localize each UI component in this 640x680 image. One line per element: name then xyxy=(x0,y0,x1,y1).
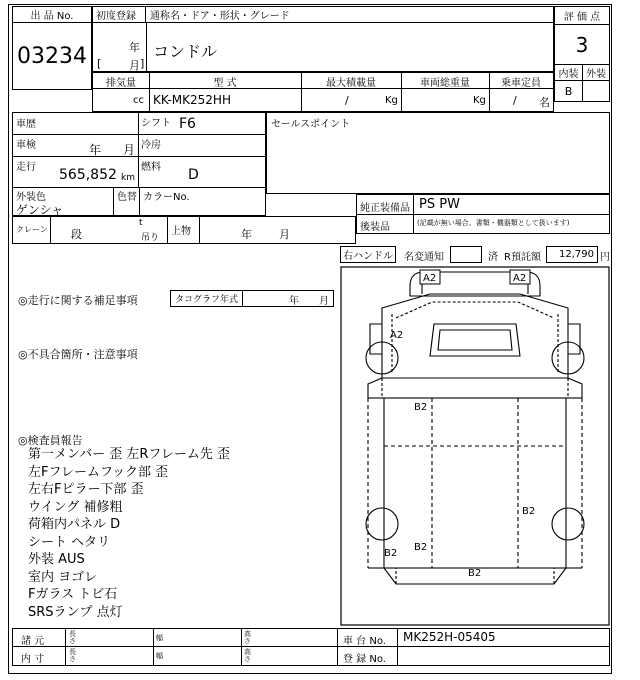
chassis-label: 車 台 No. xyxy=(343,636,386,647)
divider xyxy=(167,217,168,243)
recycle-value-box xyxy=(546,246,598,263)
model-label: 型 式 xyxy=(213,77,237,89)
name-change-box xyxy=(450,246,482,263)
lot-box xyxy=(12,6,92,90)
fuel-label: 燃料 xyxy=(141,162,161,173)
exterior-label: 外装 xyxy=(583,65,609,81)
damage-mark: B2 xyxy=(468,568,482,579)
yen-unit: 円 xyxy=(600,252,610,263)
inspection-month: 月 xyxy=(123,143,136,157)
inspector-report xyxy=(28,446,230,621)
inspection-year: 年 xyxy=(89,143,102,157)
report-line: SRSランプ 点灯 xyxy=(28,604,123,620)
report-line: 左右Fピラー下部 歪 xyxy=(28,482,144,497)
first-reg-label: 初度登録 xyxy=(93,7,146,22)
length-label: 長さ xyxy=(69,630,76,645)
title-label: 通称名・ドア・形状・グレード xyxy=(150,11,290,22)
width-label: 幅 xyxy=(156,652,163,660)
car-name: コンドル xyxy=(153,42,218,61)
interior-dims-label: 内 寸 xyxy=(21,654,45,665)
capacity-label: 乗車定員 xyxy=(501,77,541,89)
report-line: 左Fフレームフック部 歪 xyxy=(28,464,169,480)
defects-label: ◎不具合箇所・注意事項 xyxy=(18,348,138,361)
divider xyxy=(241,629,242,665)
tachograph-month: 月 xyxy=(319,296,329,307)
top-month: 月 xyxy=(279,228,290,241)
chassis-value: MK252H-05405 xyxy=(403,630,496,644)
inspection-label: 車検 xyxy=(16,140,36,151)
divider xyxy=(199,217,200,243)
rating-label: 評 価 点 xyxy=(555,7,609,25)
report-line: 第一メンバー 歪 左Rフレーム先 歪 xyxy=(28,447,230,462)
selling-points-box xyxy=(266,112,610,194)
crane-row xyxy=(12,216,356,244)
truck-diagram xyxy=(340,266,610,626)
load-slash: / xyxy=(345,94,349,107)
length-label: 長さ xyxy=(69,648,76,663)
report-line: Fガラス トビ石 xyxy=(28,587,118,602)
mileage-unit: km xyxy=(121,173,135,183)
recycle-deposit-label: 済 xyxy=(488,252,498,263)
supplement-label: ◎走行に関する補足事項 xyxy=(18,294,138,307)
top-year: 年 xyxy=(241,228,252,241)
aftermarket-note: (記載が無い場合、書類・機器類として扱います) xyxy=(417,219,570,227)
displacement-label: 排気量 xyxy=(106,77,136,89)
rating-value: 3 xyxy=(555,25,609,65)
lot-number: 03234 xyxy=(17,43,87,69)
damage-mark: B2 xyxy=(384,548,398,559)
load-kg: Kg xyxy=(385,95,398,106)
crane-label: クレーン xyxy=(16,225,48,234)
tachograph-year: 年 xyxy=(289,296,299,307)
divider xyxy=(153,629,154,665)
footer-table xyxy=(12,628,610,666)
shift-value: F6 xyxy=(179,116,196,132)
name-change-label: 名変通知 xyxy=(404,252,444,263)
mileage-label: 走行 xyxy=(16,162,36,173)
report-line: 外装 AUS xyxy=(28,552,85,567)
damage-mark: A2 xyxy=(390,330,404,341)
equipment-label: 純正装備品 xyxy=(360,203,410,214)
tachograph-box xyxy=(170,290,334,307)
first-reg-year-unit: 年 xyxy=(129,41,140,54)
history-label: 車歴 xyxy=(16,119,36,130)
details-left xyxy=(12,112,266,216)
aftermarket-label: 後装品 xyxy=(360,222,390,233)
ac-label: 冷房 xyxy=(141,140,161,151)
specs-row xyxy=(92,72,554,112)
model-code: KK-MK252HH xyxy=(153,93,231,107)
crane-stage: 段 xyxy=(71,228,82,241)
max-load-label: 最大積載量 xyxy=(326,77,376,89)
report-line: 荷箱内パネル D xyxy=(28,517,121,532)
fuel-value: D xyxy=(188,167,199,183)
registration-label: 登 録 No. xyxy=(343,654,386,665)
color-swap-label: 色替 xyxy=(117,192,137,203)
divider xyxy=(397,629,398,665)
recycle-value: 12,790 xyxy=(559,249,594,260)
divider xyxy=(337,629,338,665)
rating-box xyxy=(554,6,610,102)
title-box xyxy=(92,6,554,72)
gross-weight-label: 車両総重量 xyxy=(420,77,470,89)
tachograph-label: タコグラフ年式 xyxy=(171,291,243,306)
bracket-close: ] xyxy=(140,57,145,70)
equipment-box xyxy=(356,194,610,234)
damage-mark: A2 xyxy=(423,273,437,284)
width-label: 幅 xyxy=(156,634,163,642)
report-line: シート ヘタリ xyxy=(28,534,111,550)
bracket-open: [ xyxy=(97,57,102,70)
crane-lift: 吊り xyxy=(141,233,160,243)
inspector-label: ◎検査員報告 xyxy=(18,434,83,447)
divider xyxy=(65,629,66,665)
height-label: 高さ xyxy=(244,630,251,645)
specs-label: 諸 元 xyxy=(21,636,45,647)
damage-mark: A2 xyxy=(513,273,527,284)
person-unit: 名 xyxy=(539,96,550,109)
title-header xyxy=(93,7,553,23)
top-label: 上物 xyxy=(171,226,191,237)
report-line: ウイング 補修粗 xyxy=(28,499,123,515)
mileage-value: 565,852 xyxy=(59,167,117,183)
divider xyxy=(113,187,114,215)
capacity-slash: / xyxy=(513,94,517,107)
damage-mark: B2 xyxy=(414,542,428,553)
shift-label: シフト xyxy=(141,118,171,129)
color-value: ゲンシャ xyxy=(16,203,64,217)
color-label: 外装色 xyxy=(16,192,46,203)
report-line: 室内 ヨゴレ xyxy=(28,569,98,585)
crane-t: t xyxy=(139,218,143,228)
divider xyxy=(139,187,140,215)
weight-kg: Kg xyxy=(473,95,486,106)
color-no-label: カラーNo. xyxy=(143,192,190,203)
interior-value: B xyxy=(555,81,583,101)
height-label: 高さ xyxy=(244,648,251,663)
damage-mark: B2 xyxy=(522,506,536,517)
footer-row xyxy=(13,629,609,647)
divider xyxy=(413,195,414,233)
interior-label: 内装 xyxy=(555,65,583,81)
recycle-label: R預託額 xyxy=(504,252,541,263)
rhd-box: 右ハンドル xyxy=(340,246,396,263)
equipment-value: PS PW xyxy=(419,197,460,212)
selling-points-label: セールスポイント xyxy=(271,119,351,130)
lot-label: 出 品 No. xyxy=(13,7,91,23)
damage-mark: B2 xyxy=(414,402,428,413)
cc-unit: cc xyxy=(133,95,144,106)
first-reg-month-unit: 月 xyxy=(129,59,140,72)
